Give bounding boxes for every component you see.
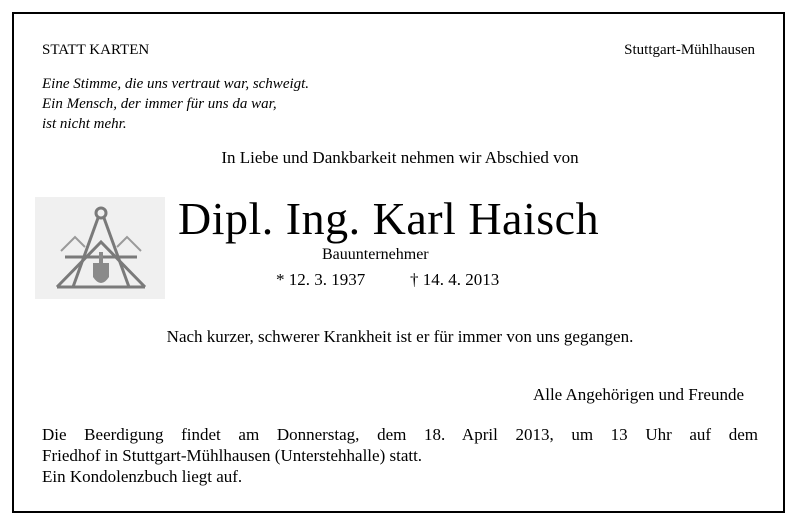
funeral-info [42,424,758,487]
funeral-line: Friedhof in Stuttgart-Mühlhausen (Unterstehhalle) statt. [42,446,423,465]
quote-line: ist nicht mehr. [42,116,127,132]
quote-block [42,74,309,134]
funeral-line: Ein Kondolenzbuch liegt auf. [42,467,243,486]
deceased-profession: Bauunternehmer [322,246,429,263]
death-date: † 14. 4. 2013 [410,270,500,289]
quote-line: Eine Stimme, die uns vertraut war, schweigt. [42,76,310,92]
intro-text: In Liebe und Dankbarkeit nehmen wir Abschied von [221,148,579,167]
emblem-icon [35,197,165,299]
signature-text: Alle Angehörigen und Freunde [532,385,744,404]
header-left: STATT KARTEN [42,42,150,58]
funeral-line: Die Beerdigung findet am Donnerstag, dem 18. April 2013, um 13 Uhr auf dem [42,425,758,444]
deceased-name: Dipl. Ing. Karl Haisch [178,193,600,244]
quote-line: Ein Mensch, der immer für uns da war, [42,96,277,112]
birth-date: * 12. 3. 1937 [276,270,366,289]
compass-square-icon [35,197,165,299]
header-right: Stuttgart-Mühlhausen [624,42,755,58]
statement-text: Nach kurzer, schwerer Krankheit ist er für immer von uns gegangen. [166,327,634,346]
